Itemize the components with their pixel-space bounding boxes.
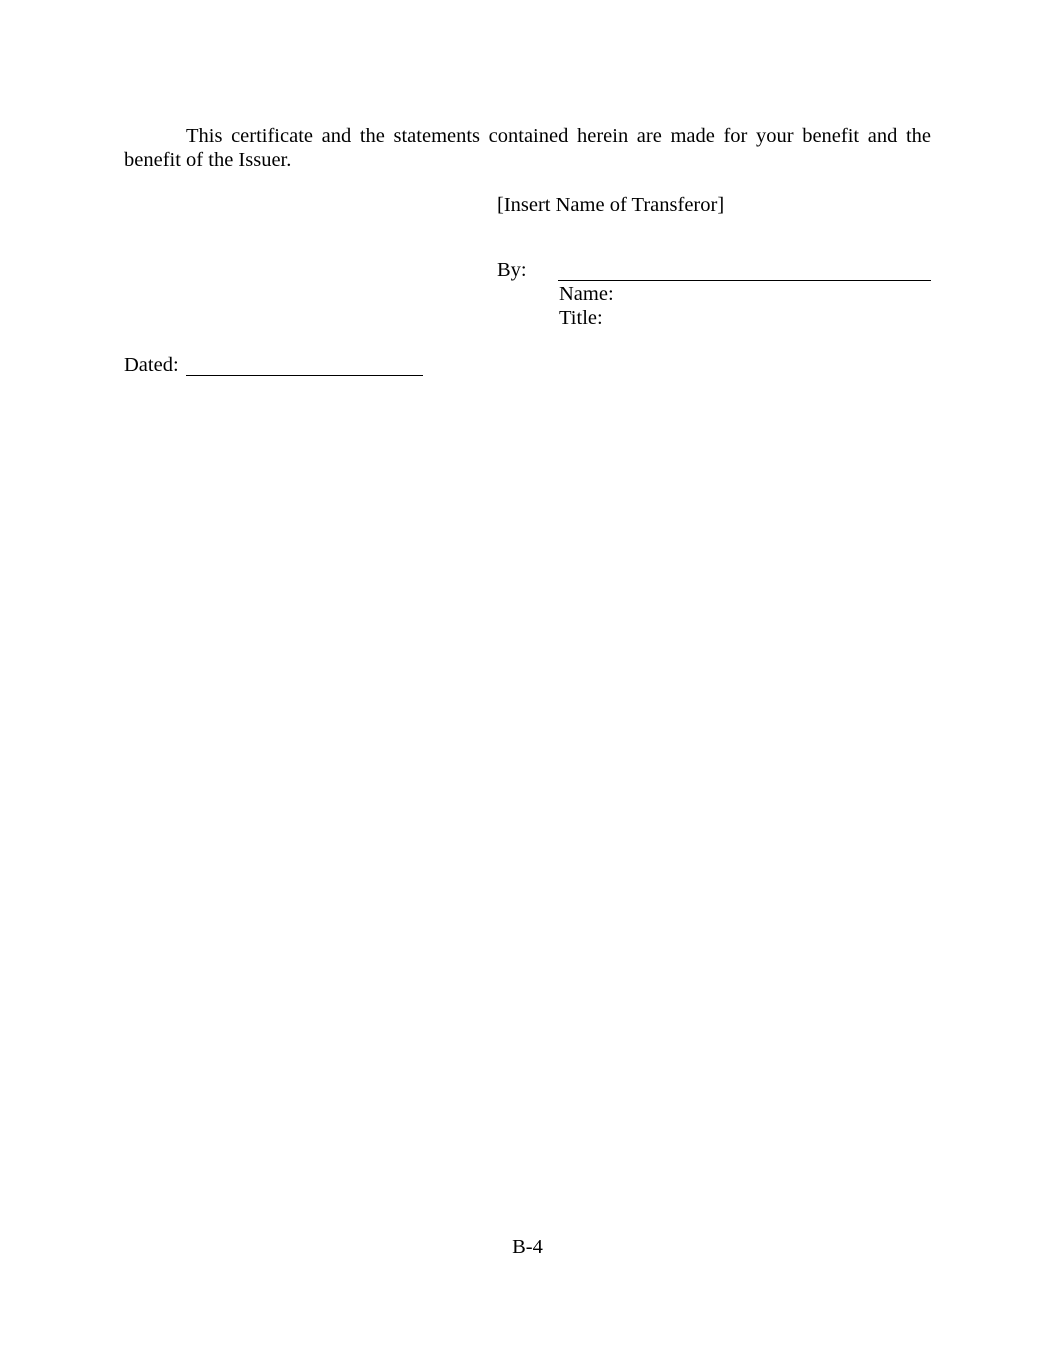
page-number: B-4 xyxy=(512,1236,543,1258)
date-blank-line xyxy=(186,375,423,376)
by-label: By: xyxy=(497,259,527,281)
dated-label: Dated: xyxy=(124,354,179,376)
certificate-statement-paragraph: This certificate and the statements contained herein are made for your benefit and the benefit of the Issuer. xyxy=(124,125,931,171)
signature-line xyxy=(558,280,931,281)
name-label: Name: xyxy=(559,283,614,305)
title-label: Title: xyxy=(559,307,603,329)
transferor-name-placeholder: [Insert Name of Transferor] xyxy=(497,194,725,216)
